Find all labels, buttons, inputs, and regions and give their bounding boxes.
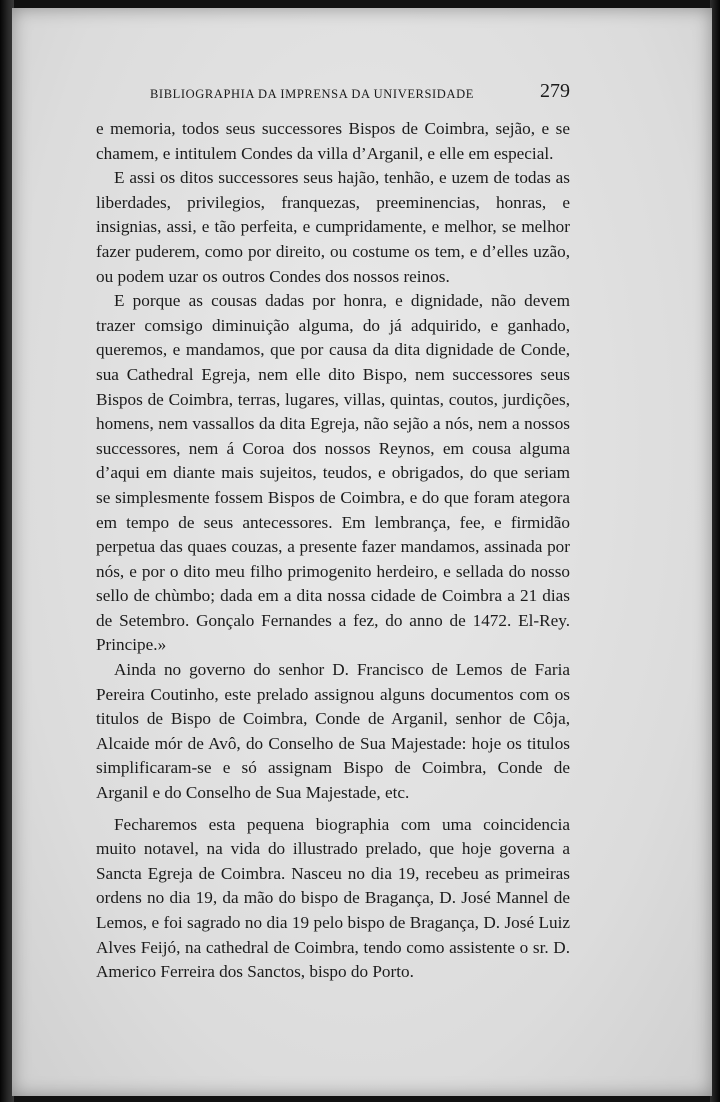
page-header: [150, 80, 570, 104]
paragraph: E assi os ditos successores seus hajão, tenhão, e uzem de todas as liberdades, privilegios, franquezas, preeminencias, honras, e insignias, assi, e tão perfeita, e cumpridamente, e melhor, se melhor fazer puderem, como por direito, ou costume os tem, e d’elles uzão, ou podem uzar os outros Condes dos nossos reinos.: [96, 168, 570, 286]
paragraph: E porque as cousas dadas por honra, e dignidade, não devem trazer comsigo diminuição alguma, do já adquirido, e ganhado, queremos, e mandamos, que por causa da dita dignidade de Conde, sua Cathedral Egreja, nem elle dito Bispo, nem successores seus Bispos de Coimbra, terras, lugares, villas, quintas, coutos, jurdições, homens, nem vassallos da dita Egreja, não sejão a nós, nem a nossos successores, nem á Coroa dos nossos Reynos, em cousa alguma d’aqui em diante mais sujeitos, teudos, e obrigados, do que seriam se simplesmente fossem Bispos de Coimbra, e do que foram ategora em tempo de seus antecessores. Em lembrança, fee, e firmidão perpetua das quaes couzas, a presente fazer mandamos, assinada por nós, e por o dito meu filho primogenito herdeiro, e sellada do nosso sello de chùmbo; dada em a dita nossa cidade de Coimbra a 21 dias de Setembro. Gonçalo Fernandes a fez, do anno de 1472. El-Rey. Principe.»: [96, 291, 570, 655]
body-text: [96, 117, 570, 985]
paragraph: Fecharemos esta pequena biographia com uma coincidencia muito notavel, na vida do illustrado prelado, que hoje governa a Sancta Egreja de Coimbra. Nasceu no dia 19, recebeu as primeiras ordens no dia 19, da mão do bispo de Bragança, D. José Mannel de Lemos, e foi sagrado no dia 19 pelo bispo de Bragança, D. José Luiz Alves Feijó, na cathedral de Coimbra, tendo como assistente o sr. D. Americo Ferreira dos Sanctos, bispo do Porto.: [96, 814, 570, 982]
running-head: BIBLIOGRAPHIA DA IMPRENSA DA UNIVERSIDADE: [150, 87, 474, 101]
paragraph: Ainda no governo do senhor D. Francisco de Lemos de Faria Pereira Coutinho, este prelado assignou alguns documentos com os titulos de Bispo de Coimbra, Conde de Arganil, senhor de Côja, Alcaide mór de Avô, do Conselho de Sua Majestade: hoje os titulos simplificaram-se e só assignam Bispo de Coimbra, Conde de Arganil e do Conselho de Sua Majestade, etc.: [96, 660, 570, 803]
page-number: 279: [540, 80, 570, 102]
paragraph-continued: e memoria, todos seus successores Bispos de Coimbra, sejão, e se chamem, e intitulem Condes da villa d’Arganil, e elle em especial.: [96, 119, 570, 163]
